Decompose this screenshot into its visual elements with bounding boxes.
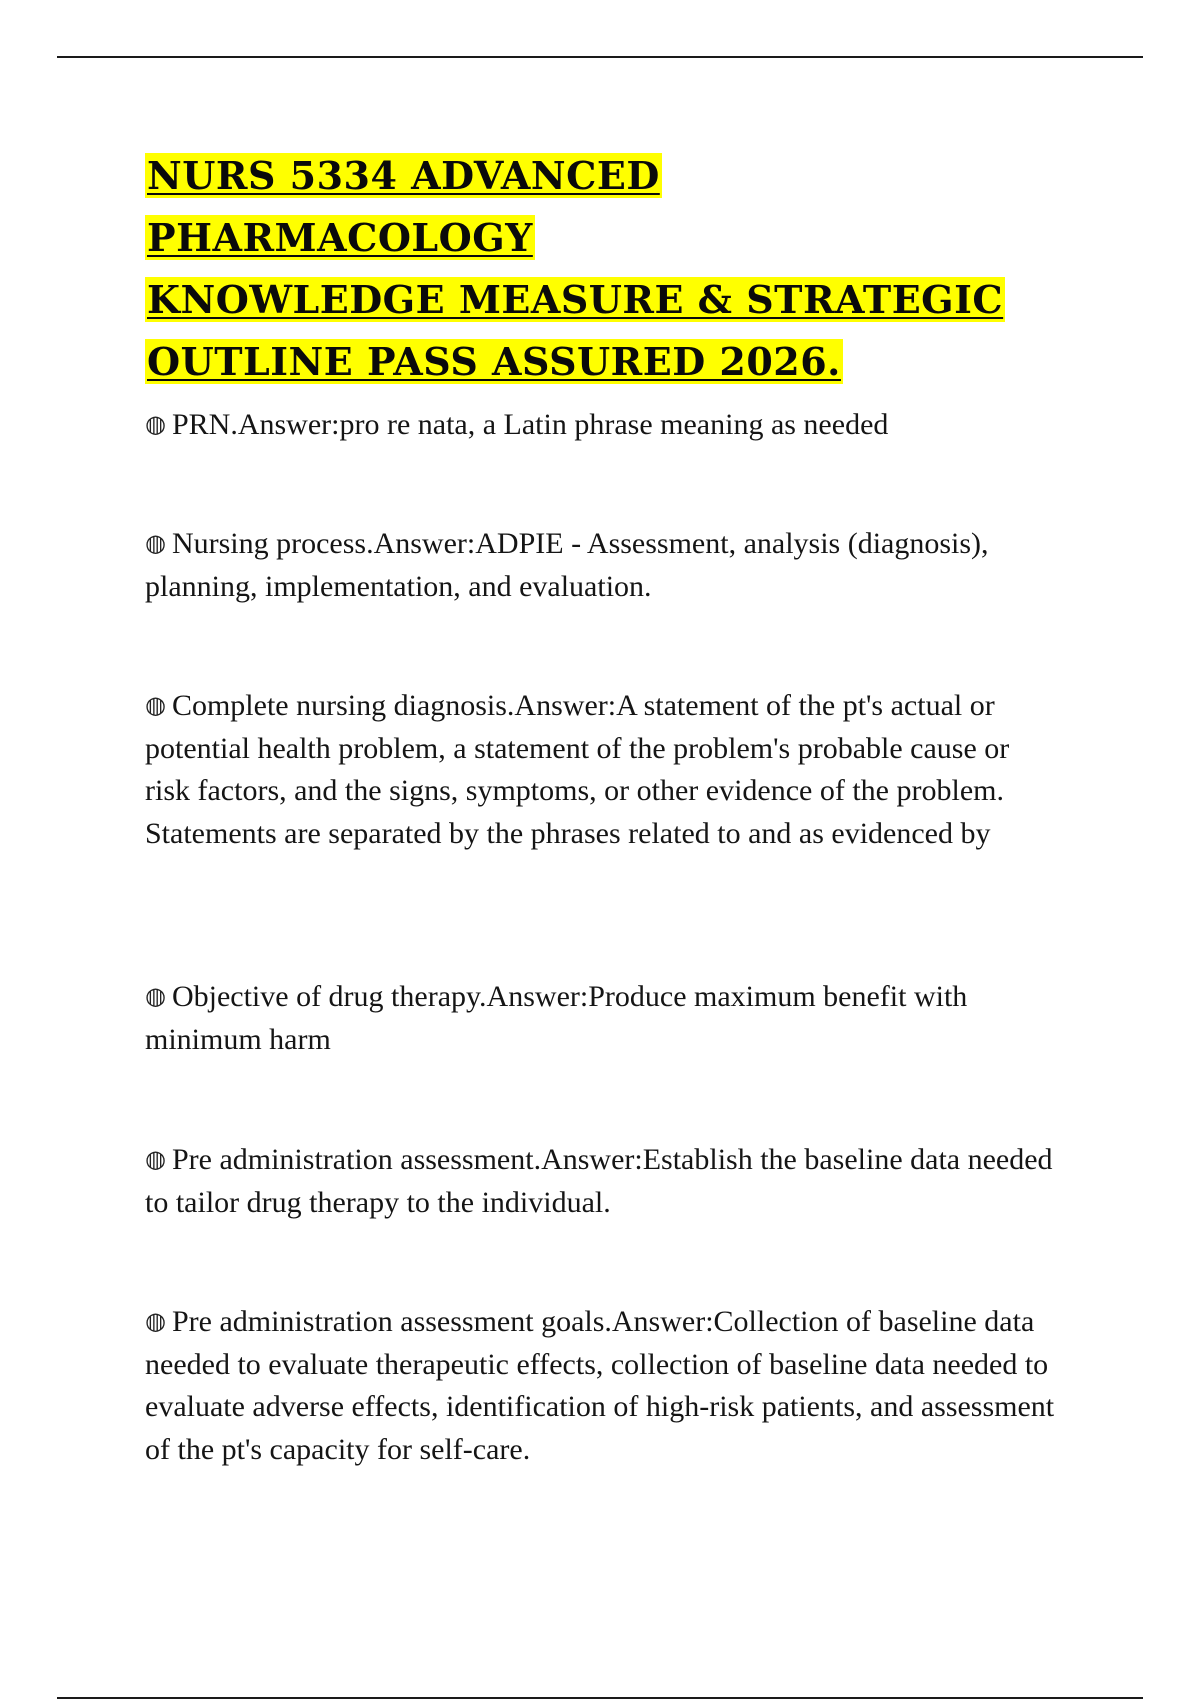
qa-item-text: PRN.Answer:pro re nata, a Latin phrase meaning as needed: [171, 408, 889, 441]
qa-item-text: Objective of drug therapy.Answer:Produce maximum benefit with minimum harm: [145, 980, 968, 1056]
title-line: [145, 145, 1045, 269]
document-title: [145, 145, 1045, 393]
title-line-1: NURS 5334 ADVANCED PHARMACOLOGY: [147, 153, 660, 260]
title-line-3: OUTLINE PASS ASSURED 2026.: [147, 339, 841, 384]
qa-item-pre-administration-goals: [145, 1300, 1055, 1471]
title-line: [145, 269, 1045, 331]
top-divider: [57, 56, 1143, 58]
title-line: [145, 331, 1045, 393]
circled-bullet-icon: ◍: [145, 529, 166, 557]
qa-item-text: Nursing process.Answer:ADPIE - Assessment, analysis (diagnosis), planning, implementation, and evaluation.: [145, 527, 989, 603]
qa-item-text: Pre administration assessment goals.Answer:Collection of baseline data needed to evaluate therapeutic effects, collection of baseline data needed to evaluate adverse effects, identification of high-risk patients, and assessment of the pt's capacity for self-care.: [145, 1305, 1055, 1466]
qa-item-pre-administration: [145, 1138, 1055, 1224]
circled-bullet-icon: ◍: [145, 691, 166, 719]
qa-item-nursing-process: [145, 522, 1055, 608]
bottom-divider: [57, 1697, 1143, 1699]
circled-bullet-icon: ◍: [145, 410, 166, 438]
circled-bullet-icon: ◍: [145, 1307, 166, 1335]
qa-item-nursing-diagnosis: [145, 684, 1055, 855]
qa-item-prn: [145, 403, 1055, 447]
qa-item-text: Pre administration assessment.Answer:Establish the baseline data needed to tailor drug therapy to the individual.: [145, 1143, 1053, 1219]
qa-item-drug-therapy-objective: [145, 975, 1055, 1061]
circled-bullet-icon: ◍: [145, 1145, 166, 1173]
title-line-2: KNOWLEDGE MEASURE & STRATEGIC: [147, 277, 1004, 322]
circled-bullet-icon: ◍: [145, 982, 166, 1010]
qa-item-text: Complete nursing diagnosis.Answer:A statement of the pt's actual or potential health problem, a statement of the problem's probable cause or risk factors, and the signs, symptoms, or other evidence of the problem. Statements are separated by the phrases related to and as evidenced by: [145, 689, 1010, 850]
